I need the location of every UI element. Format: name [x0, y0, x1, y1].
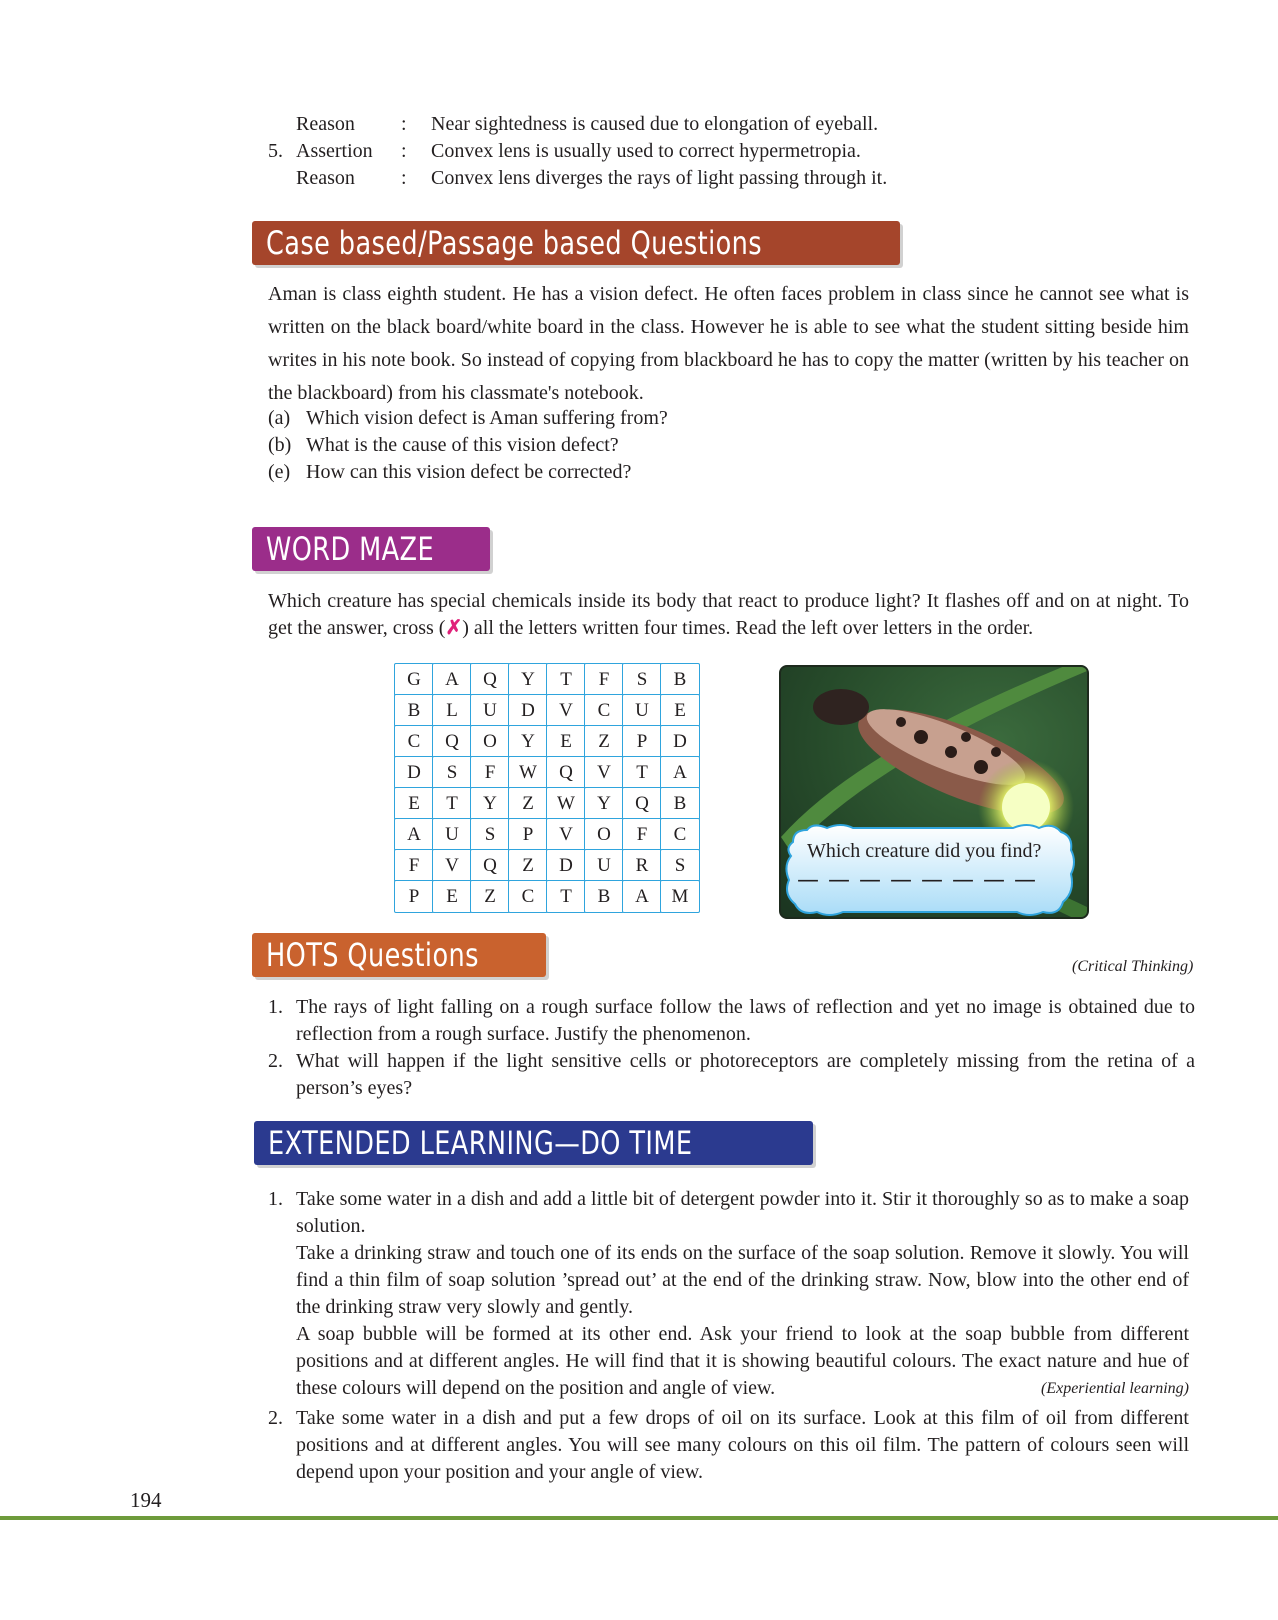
maze-cell[interactable]: Y: [508, 663, 548, 696]
maze-cell[interactable]: U: [432, 818, 472, 851]
maze-cell[interactable]: B: [394, 694, 434, 727]
maze-cell[interactable]: O: [584, 818, 624, 851]
item-text: Take some water in a dish and put a few drops of oil on its surface. Look at this film of oil from different positions and at different angles. You will see many colours on this oil film. The pattern of colours seen will depend upon your position and your angle of view.: [296, 1407, 1189, 1483]
maze-cell[interactable]: Z: [584, 725, 624, 758]
item-number: 1.: [268, 1188, 283, 1210]
assertion-label: Assertion: [296, 140, 373, 162]
maze-cell[interactable]: P: [622, 725, 662, 758]
question-marker: (b): [268, 434, 292, 456]
maze-cell[interactable]: U: [584, 849, 624, 882]
maze-cell[interactable]: A: [432, 663, 472, 696]
maze-cell[interactable]: Q: [546, 756, 586, 789]
case-passage: Aman is class eighth student. He has a vision defect. He often faces problem in class since he cannot see what is written on the black board/white board in the class. However he is able to see what the student sitting beside him writes in his note book. So instead of copying from blackboard he has to copy the matter (written by his teacher on the blackboard) from his classmate's notebook.: [268, 283, 1189, 404]
intro-part-1: Which creature has special chemicals inside its body that react to produce light? It flashes off and on at night. To get the answer, cross (: [268, 590, 1189, 639]
maze-cell[interactable]: S: [470, 818, 510, 851]
maze-cell[interactable]: D: [394, 756, 434, 789]
maze-cell[interactable]: C: [394, 725, 434, 758]
reason-label: Reason: [296, 113, 355, 135]
extended-item-2: [268, 1405, 1189, 1486]
maze-cell[interactable]: T: [622, 756, 662, 789]
reason-label: Reason: [296, 167, 355, 189]
maze-cell[interactable]: F: [622, 818, 662, 851]
word-maze-intro: [268, 588, 1189, 642]
bubble-question: Which creature did you find?: [807, 840, 1042, 862]
maze-cell[interactable]: Y: [470, 787, 510, 820]
item-number: 2.: [268, 1407, 283, 1429]
maze-cell[interactable]: S: [432, 756, 472, 789]
hots-item-2: [268, 1048, 1195, 1102]
colon: :: [401, 140, 407, 162]
reason-text: Near sightedness is caused due to elongation of eyeball.: [431, 113, 879, 135]
colon: :: [401, 113, 407, 135]
extended-learning-heading: EXTENDED LEARNING—DO TIME: [254, 1121, 813, 1165]
assertion-text: Convex lens is usually used to correct hypermetropia.: [431, 140, 861, 162]
intro-part-2: ) all the letters written four times. Read the left over letters in the order.: [462, 617, 1034, 639]
maze-cell[interactable]: C: [508, 880, 548, 913]
maze-cell[interactable]: T: [546, 663, 586, 696]
maze-cell[interactable]: U: [622, 694, 662, 727]
answer-blanks[interactable]: — — — — — — — —: [797, 868, 1037, 893]
step-paragraph-3: A soap bubble will be formed at its other end. Ask your friend to look at the soap bubble from different positions and at different angles. He will find that it is showing beautiful colours. The exact nature and hue of these colours will depend on the position and angle of view.: [296, 1323, 1189, 1399]
word-maze-grid: [395, 664, 699, 912]
maze-cell[interactable]: C: [660, 818, 700, 851]
maze-cell[interactable]: Y: [584, 787, 624, 820]
experiential-learning-tag: (Experiential learning): [1041, 1380, 1189, 1397]
maze-cell[interactable]: Z: [508, 787, 548, 820]
cross-mark-icon: ✗: [445, 617, 463, 639]
maze-cell[interactable]: D: [660, 725, 700, 758]
question-text: Which vision defect is Aman suffering from?: [306, 407, 668, 429]
maze-cell[interactable]: W: [546, 787, 586, 820]
question-marker: (e): [268, 461, 291, 483]
maze-cell[interactable]: B: [660, 787, 700, 820]
maze-cell[interactable]: A: [660, 756, 700, 789]
step-paragraph-2: Take a drinking straw and touch one of its ends on the surface of the soap solution. Remove it slowly. You will find a thin film of soap solution ’spread out’ at the end of the drinking straw. Now, blow into the other end of the drinking straw very slowly and gently.: [296, 1242, 1189, 1318]
maze-cell[interactable]: R: [622, 849, 662, 882]
maze-cell[interactable]: B: [660, 663, 700, 696]
footer-rule: [0, 1516, 1278, 1520]
maze-cell[interactable]: V: [432, 849, 472, 882]
maze-cell[interactable]: T: [546, 880, 586, 913]
maze-cell[interactable]: D: [508, 694, 548, 727]
hots-heading: HOTS Questions: [252, 933, 546, 977]
maze-cell[interactable]: D: [546, 849, 586, 882]
item-text: The rays of light falling on a rough surface follow the laws of reflection and yet no image is obtained due to reflection from a rough surface. Justify the phenomenon.: [296, 996, 1195, 1045]
case-based-heading: Case based/Passage based Questions: [252, 221, 900, 265]
maze-cell[interactable]: G: [394, 663, 434, 696]
critical-thinking-tag: (Critical Thinking): [1072, 958, 1194, 975]
maze-cell[interactable]: M: [660, 880, 700, 913]
maze-cell[interactable]: P: [394, 880, 434, 913]
maze-cell[interactable]: Z: [470, 880, 510, 913]
maze-cell[interactable]: Q: [470, 663, 510, 696]
maze-cell[interactable]: S: [622, 663, 662, 696]
maze-cell[interactable]: E: [660, 694, 700, 727]
item-number: 5.: [268, 140, 283, 162]
question-text: What is the cause of this vision defect?: [306, 434, 619, 456]
item-number: 2.: [268, 1050, 283, 1072]
maze-cell[interactable]: F: [394, 849, 434, 882]
maze-cell[interactable]: E: [546, 725, 586, 758]
question-marker: (a): [268, 407, 291, 429]
maze-cell[interactable]: C: [584, 694, 624, 727]
maze-cell[interactable]: F: [584, 663, 624, 696]
hots-item-1: [268, 994, 1195, 1048]
maze-cell[interactable]: Y: [508, 725, 548, 758]
maze-cell[interactable]: F: [470, 756, 510, 789]
reason-text: Convex lens diverges the rays of light passing through it.: [431, 167, 888, 189]
maze-cell[interactable]: W: [508, 756, 548, 789]
maze-cell[interactable]: O: [470, 725, 510, 758]
colon: :: [401, 167, 407, 189]
maze-cell[interactable]: A: [394, 818, 434, 851]
page-number: 194: [130, 1488, 162, 1512]
maze-cell[interactable]: E: [394, 787, 434, 820]
maze-cell[interactable]: T: [432, 787, 472, 820]
question-text: How can this vision defect be corrected?: [306, 461, 632, 483]
maze-cell[interactable]: Q: [470, 849, 510, 882]
maze-cell[interactable]: V: [546, 818, 586, 851]
maze-cell[interactable]: V: [584, 756, 624, 789]
maze-cell[interactable]: A: [622, 880, 662, 913]
item-text: What will happen if the light sensitive cells or photoreceptors are completely missing from the retina of a person’s eyes?: [296, 1050, 1195, 1099]
maze-cell[interactable]: E: [432, 880, 472, 913]
step-paragraph-1: Take some water in a dish and add a little bit of detergent powder into it. Stir it thoroughly so as to make a soap solution.: [296, 1188, 1189, 1237]
maze-cell[interactable]: L: [432, 694, 472, 727]
item-number: 1.: [268, 996, 283, 1018]
maze-cell[interactable]: P: [508, 818, 548, 851]
maze-cell[interactable]: U: [470, 694, 510, 727]
maze-cell[interactable]: B: [584, 880, 624, 913]
maze-cell[interactable]: Q: [432, 725, 472, 758]
maze-cell[interactable]: V: [546, 694, 586, 727]
word-maze-heading: WORD MAZE: [252, 527, 490, 571]
maze-cell[interactable]: Z: [508, 849, 548, 882]
maze-cell[interactable]: S: [660, 849, 700, 882]
maze-cell[interactable]: Q: [622, 787, 662, 820]
